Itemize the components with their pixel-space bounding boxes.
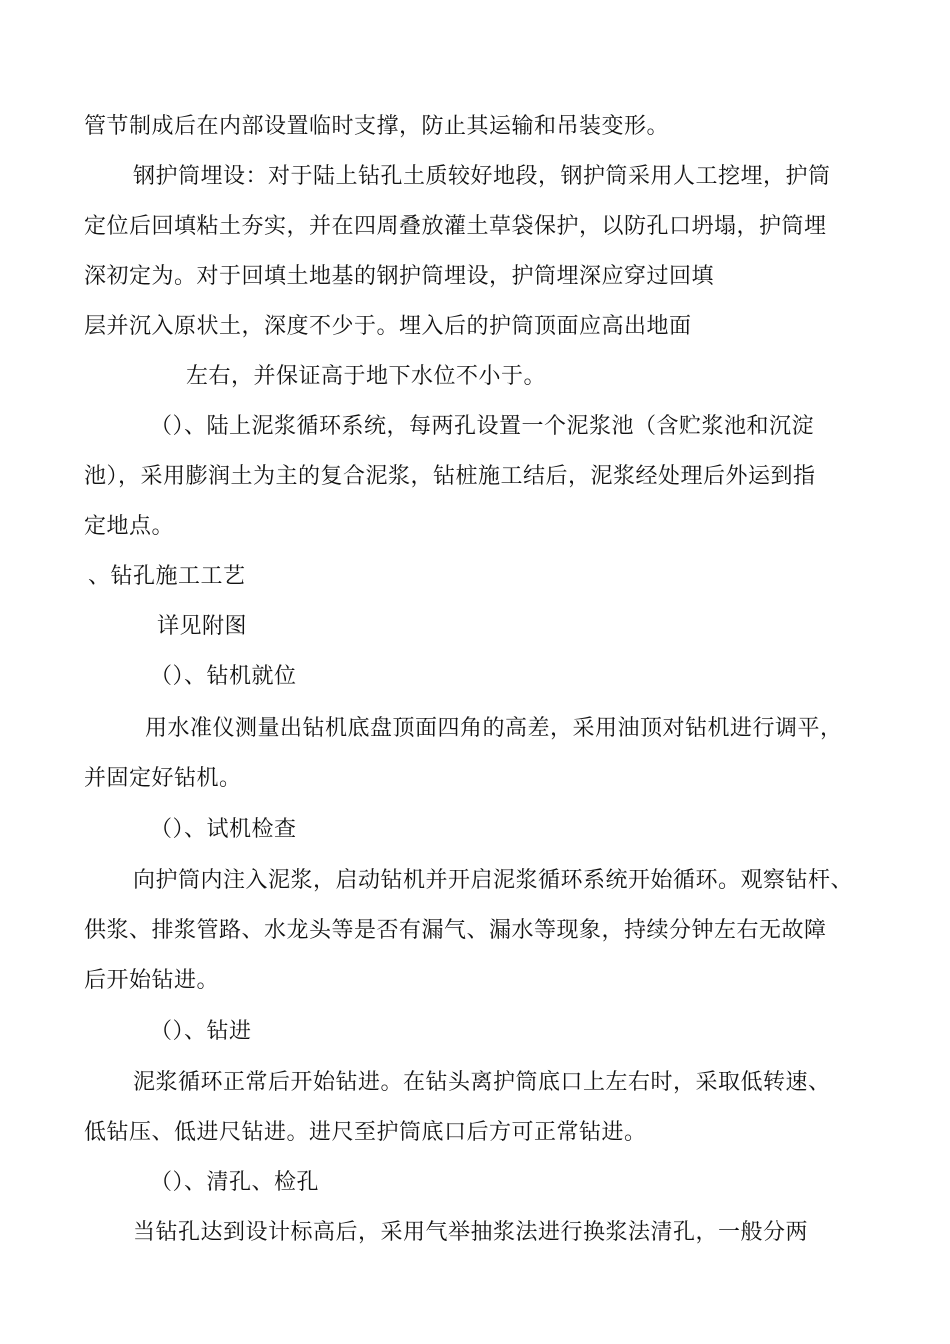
text-line: 低钻压、低进尺钻进。进尺至护筒底口后方可正常钻进。 [84,1120,647,1145]
subsection-heading: （）、试机检查 [150,817,297,842]
text-line: （）、陆上泥浆循环系统，每两孔设置一个泥浆池（含贮浆池和沉淀 [150,414,815,439]
subsection-heading: （）、钻进 [150,1019,252,1044]
text-line: 定位后回填粘土夯实，并在四周叠放灌土草袋保护，以防孔口坍塌，护筒埋 [84,214,827,239]
text-line: 供浆、排浆管路、水龙头等是否有漏气、漏水等现象，持续分钟左右无故障 [84,918,827,943]
text-line: 深初定为。对于回填土地基的钢护筒埋设，护筒埋深应穿过回填 [84,264,715,289]
text-line: 池），采用膨润土为主的复合泥浆，钻桩施工结后，泥浆经处理后外运到指 [84,464,816,489]
subsection-heading: （）、钻机就位 [150,664,297,689]
text-line: 层并沉入原状土，深度不少于。埋入后的护筒顶面应高出地面 [84,314,692,339]
subsection-heading: （）、清孔、检孔 [150,1170,320,1195]
text-line: 泥浆循环正常后开始钻进。在钻头离护筒底口上左右时，采取低转速、 [133,1070,831,1095]
text-line: 后开始钻进。 [84,968,220,993]
text-line: 当钻孔达到设计标高后，采用气举抽浆法进行换浆法清孔，一般分两 [133,1220,809,1245]
text-line: 钢护筒埋设：对于陆上钻孔土质较好地段，钢护筒采用人工挖埋，护筒 [133,164,831,189]
text-line: 用水准仪测量出钻机底盘顶面四角的高差，采用油顶对钻机进行调平， [145,716,843,741]
text-line: 管节制成后在内部设置临时支撑，防止其运输和吊装变形。 [84,114,670,139]
text-line: 向护筒内注入泥浆，启动钻机并开启泥浆循环系统开始循环。观察钻杆、 [133,868,854,893]
section-heading: 、钻孔施工工艺 [88,564,246,589]
text-line: 定地点。 [84,514,175,539]
text-line: 并固定好钻机。 [84,766,242,791]
text-line: 详见附图 [157,614,248,639]
text-line: 左右，并保证高于地下水位不小于。 [186,364,547,389]
